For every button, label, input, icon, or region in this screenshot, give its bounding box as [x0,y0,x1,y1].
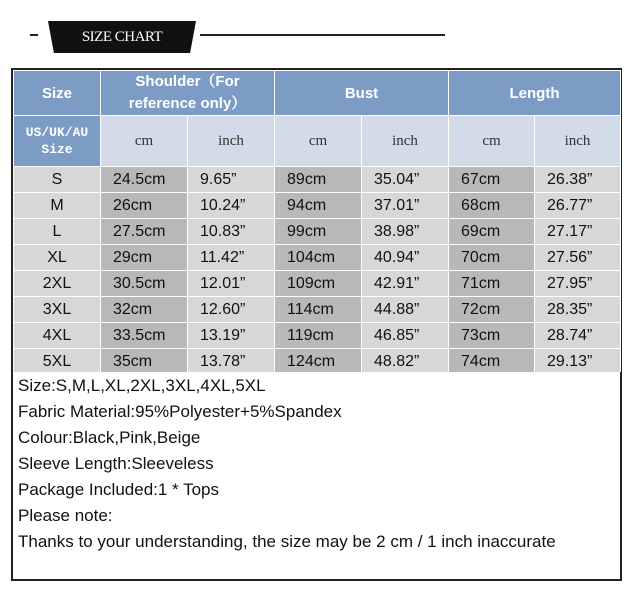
row-shoulder-inch: 10.24” [188,193,275,219]
size-table-body [14,167,621,375]
info-package: Package Included:1 * Tops [18,480,219,499]
row-bust-cm: 104cm [275,245,362,271]
table-row [14,219,621,245]
row-bust-cm: 89cm [275,167,362,193]
row-length-cm: 70cm [449,245,535,271]
table-row [14,271,621,297]
row-bust-inch: 37.01” [362,193,449,219]
row-length-inch: 27.56” [535,245,621,271]
row-shoulder-cm: 30.5cm [101,271,188,297]
row-length-cm: 68cm [449,193,535,219]
row-shoulder-cm: 29cm [101,245,188,271]
info-note-text: Thanks to your understanding, the size may be 2 cm / 1 inch inaccurate [18,532,556,551]
subheader-bust-inch: inch [362,116,449,167]
row-bust-inch: 42.91” [362,271,449,297]
banner-dash [30,34,38,36]
row-bust-cm: 109cm [275,271,362,297]
row-shoulder-inch: 10.83” [188,219,275,245]
size-table [13,70,621,375]
row-shoulder-inch: 12.60” [188,297,275,323]
table-row [14,323,621,349]
header-row [14,71,621,116]
row-shoulder-inch: 12.01” [188,271,275,297]
row-length-inch: 27.95” [535,271,621,297]
header-bust: Bust [275,71,449,116]
header-length: Length [449,71,621,116]
row-shoulder-cm: 33.5cm [101,323,188,349]
row-length-cm: 69cm [449,219,535,245]
row-shoulder-cm: 24.5cm [101,167,188,193]
banner-title: SIZE CHART [81,29,163,45]
row-bust-inch: 38.98” [362,219,449,245]
row-length-inch: 28.35” [535,297,621,323]
table-row [14,193,621,219]
row-shoulder-cm: 35cm [101,349,188,375]
subheader-row [14,116,621,167]
row-length-cm: 67cm [449,167,535,193]
size-table-container [11,68,622,372]
row-bust-inch: 46.85” [362,323,449,349]
info-sizes: Size:S,M,L,XL,2XL,3XL,4XL,5XL [18,376,266,395]
row-size: M [14,193,101,219]
row-size: S [14,167,101,193]
row-length-cm: 72cm [449,297,535,323]
row-length-cm: 71cm [449,271,535,297]
row-size: 5XL [14,349,101,375]
row-bust-cm: 114cm [275,297,362,323]
row-shoulder-inch: 9.65” [188,167,275,193]
product-info-box [11,372,622,581]
row-length-cm: 73cm [449,323,535,349]
row-length-cm: 74cm [449,349,535,375]
table-row [14,167,621,193]
info-note-label: Please note: [18,506,113,525]
table-row [14,245,621,271]
row-bust-inch: 48.82” [362,349,449,375]
row-bust-cm: 99cm [275,219,362,245]
info-colour: Colour:Black,Pink,Beige [18,428,201,447]
header-shoulder: Shoulder（For reference only） [101,71,275,116]
row-length-inch: 26.77” [535,193,621,219]
row-length-inch: 29.13” [535,349,621,375]
banner-rule [200,34,445,36]
subheader-bust-cm: cm [275,116,362,167]
row-bust-cm: 119cm [275,323,362,349]
row-size: 3XL [14,297,101,323]
row-size: 2XL [14,271,101,297]
row-bust-cm: 94cm [275,193,362,219]
size-chart-banner [0,10,631,58]
row-size: XL [14,245,101,271]
row-bust-inch: 40.94” [362,245,449,271]
row-shoulder-cm: 26cm [101,193,188,219]
subheader-shoulder-inch: inch [188,116,275,167]
table-row [14,349,621,375]
row-bust-inch: 44.88” [362,297,449,323]
info-sleeve: Sleeve Length:Sleeveless [18,454,214,473]
subheader-length-cm: cm [449,116,535,167]
row-length-inch: 28.74” [535,323,621,349]
subheader-length-inch: inch [535,116,621,167]
row-size: L [14,219,101,245]
row-bust-cm: 124cm [275,349,362,375]
row-shoulder-cm: 32cm [101,297,188,323]
row-length-inch: 27.17” [535,219,621,245]
row-size: 4XL [14,323,101,349]
row-shoulder-inch: 13.78” [188,349,275,375]
header-size: Size [14,71,101,116]
row-shoulder-inch: 11.42” [188,245,275,271]
row-shoulder-cm: 27.5cm [101,219,188,245]
row-shoulder-inch: 13.19” [188,323,275,349]
table-row [14,297,621,323]
subheader-shoulder-cm: cm [101,116,188,167]
subheader-size: US/UK/AU Size [14,116,101,167]
row-bust-inch: 35.04” [362,167,449,193]
info-fabric: Fabric Material:95%Polyester+5%Spandex [18,402,342,421]
row-length-inch: 26.38” [535,167,621,193]
